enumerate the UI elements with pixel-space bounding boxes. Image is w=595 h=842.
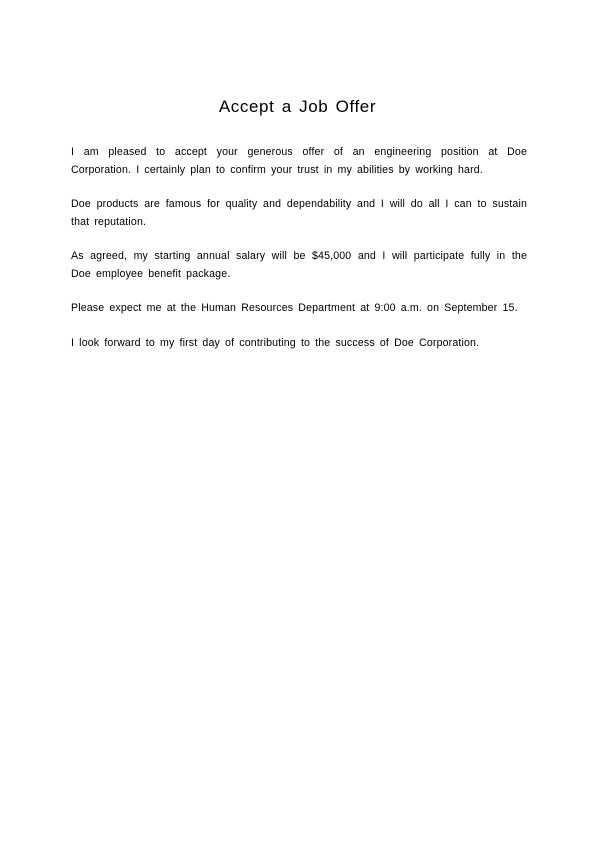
paragraph-closing: I look forward to my first day of contributing to the success of Doe Corporation. (71, 336, 480, 349)
paragraph-start-date: Please expect me at the Human Resources Department at 9:00 a.m. on September 15. (71, 302, 518, 314)
letter-body (71, 144, 527, 369)
paragraph-acceptance: I am pleased to accept your generous offer of an engineering position at Doe Corporation. I certainly plan to confirm your trust in my abilities by working hard. (71, 146, 527, 176)
document-title: Accept a Job Offer (218, 97, 377, 116)
paragraph-salary: As agreed, my starting annual salary will be $45,000 and I will participate fully in the Doe employee benefit package. (71, 250, 527, 280)
paragraph-reputation: Doe products are famous for quality and dependability and I will do all I can to sustain that reputation. (71, 198, 527, 228)
